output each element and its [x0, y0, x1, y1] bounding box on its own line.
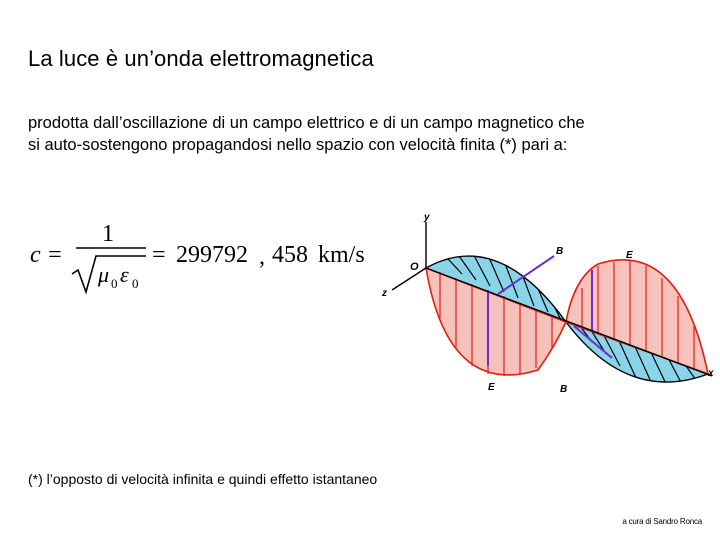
axis-label-y: y: [424, 212, 430, 223]
formula-unit: km/s: [318, 242, 365, 268]
formula-epsilon-sub: 0: [132, 276, 139, 291]
label-e-bottom: E: [488, 382, 495, 393]
speed-of-light-formula: [28, 212, 388, 302]
formula-value: 299792: [176, 242, 248, 268]
label-b-bottom: B: [560, 384, 568, 395]
slide-title: La luce è un’onda elettromagnetica: [28, 46, 374, 71]
axis-label-x: x: [708, 368, 714, 379]
formula-numerator: 1: [102, 221, 114, 247]
em-wave-diagram: [378, 208, 720, 398]
body-line-2: si auto-sostengono propagandosi nello spazio con velocità finita (*) pari a:: [28, 136, 568, 154]
label-e-top: E: [626, 250, 633, 261]
formula-decimals: 458: [272, 242, 308, 268]
author-credit: a cura di Sandro Ronca: [622, 517, 702, 526]
body-line-1: prodotta dall’oscillazione di un campo elettrico e di un campo magnetico che: [28, 114, 585, 132]
origin-label: O: [410, 261, 419, 273]
axis-label-z: z: [382, 288, 387, 299]
formula-lhs: c =: [30, 242, 63, 268]
body-paragraph: [28, 112, 688, 156]
label-b-top: B: [556, 246, 564, 257]
formula-equals: =: [152, 242, 166, 268]
formula-comma: ,: [259, 244, 265, 270]
formula-epsilon: ε: [120, 262, 129, 287]
formula-mu: μ: [98, 262, 110, 287]
formula-mu-sub: 0: [111, 276, 118, 291]
footnote: (*) l’opposto di velocità infinita e quindi effetto istantaneo: [28, 471, 378, 487]
